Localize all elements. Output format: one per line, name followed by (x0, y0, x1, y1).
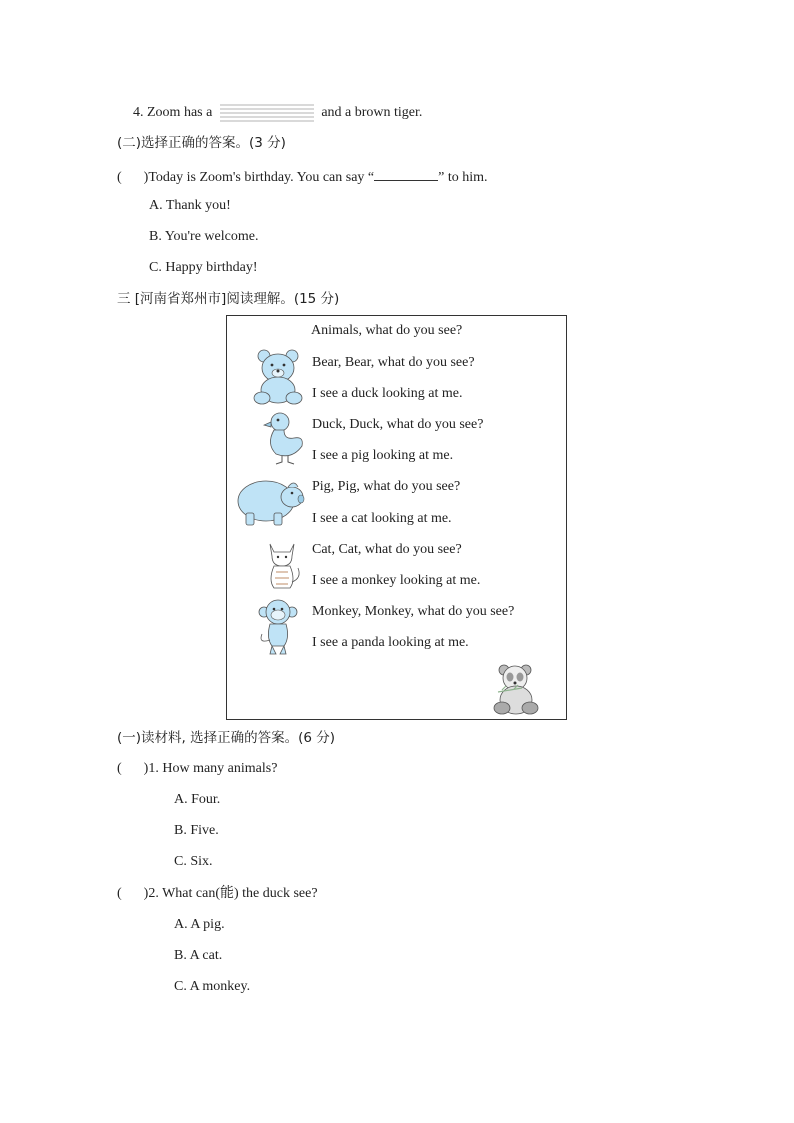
option-a: A. Four. (174, 792, 221, 807)
bear-icon (250, 348, 306, 406)
reading-line: I see a panda looking at me. (312, 635, 469, 650)
paren-right: ) (143, 761, 149, 776)
duck-icon (262, 410, 306, 466)
option-c: C. Happy birthday! (149, 260, 258, 275)
section-3-heading: 三 [河南省郑州市]阅读理解。(15 分) (117, 291, 340, 307)
reading-line: I see a pig looking at me. (312, 448, 454, 463)
paren-right: ) (143, 170, 149, 185)
option-c: C. Six. (174, 854, 213, 869)
option-b: B. Five. (174, 823, 219, 838)
reading-line: I see a monkey looking at me. (312, 573, 481, 588)
reading-line: Monkey, Monkey, what do you see? (312, 604, 515, 619)
option-a: A. A pig. (174, 917, 225, 932)
question-text-end: ” to him. (438, 170, 488, 185)
question-2-text: 2. What can(能) the duck see? (148, 886, 318, 901)
answer-blank[interactable] (374, 166, 438, 181)
reading-line: I see a cat looking at me. (312, 511, 452, 526)
panda-icon (492, 662, 540, 716)
reading-line: I see a duck looking at me. (312, 386, 463, 401)
question-1 (117, 760, 277, 778)
paren-right: ) (143, 886, 149, 901)
handwriting-lines[interactable] (220, 103, 314, 123)
option-a: A. Thank you! (149, 198, 231, 213)
pig-icon (234, 475, 306, 529)
option-c: C. A monkey. (174, 979, 251, 994)
paren-left: ( (117, 886, 122, 901)
section-2-heading: (二)选择正确的答案。(3 分) (117, 135, 286, 151)
paren-left: ( (117, 761, 122, 776)
question-1-text: 1. How many animals? (148, 761, 278, 776)
cat-icon (262, 538, 306, 592)
question-4 (133, 103, 422, 123)
section-2-question (117, 166, 488, 187)
reading-line: Bear, Bear, what do you see? (312, 355, 475, 370)
reading-line: Pig, Pig, what do you see? (312, 479, 461, 494)
part-1-heading: (一)读材料, 选择正确的答案。(6 分) (117, 730, 336, 746)
reading-line: Duck, Duck, what do you see? (312, 417, 484, 432)
question-4-prefix: 4. Zoom has a (133, 105, 213, 121)
reading-title: Animals, what do you see? (311, 323, 463, 338)
question-2 (117, 885, 318, 903)
reading-line: Cat, Cat, what do you see? (312, 542, 462, 557)
monkey-icon (256, 598, 302, 656)
option-b: B. You're welcome. (149, 229, 259, 244)
question-4-suffix: and a brown tiger. (321, 105, 423, 121)
paren-left: ( (117, 170, 122, 185)
option-b: B. A cat. (174, 948, 223, 963)
question-text: Today is Zoom's birthday. You can say “ (148, 170, 375, 185)
